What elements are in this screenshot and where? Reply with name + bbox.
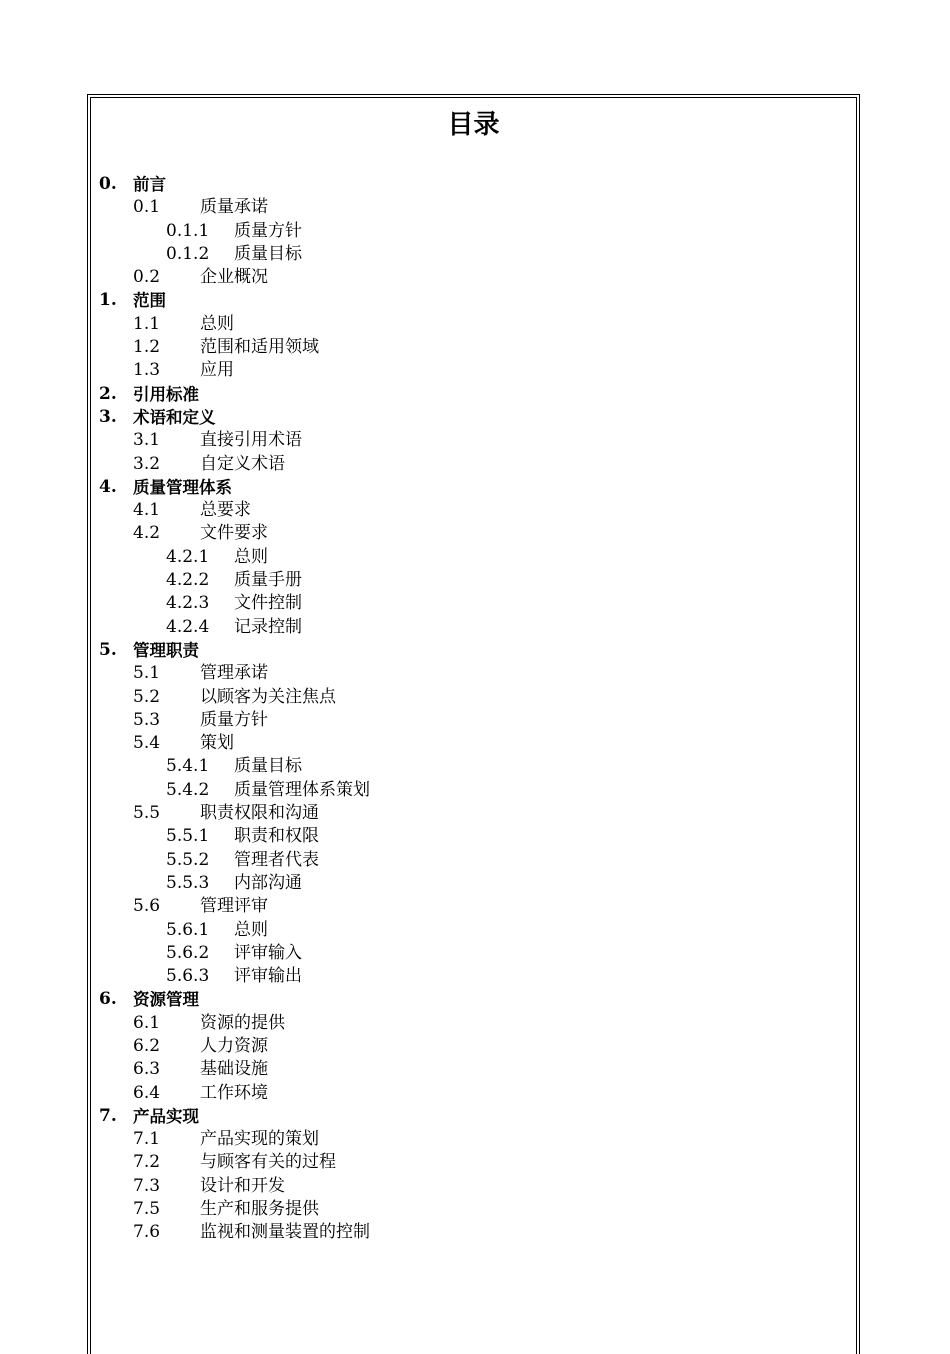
toc-entry[interactable] [91,919,856,942]
toc-entry-title: 职责权限和沟通 [200,803,319,824]
toc-entry-title: 职责和权限 [234,826,319,847]
toc-entry-title: 监视和测量装置的控制 [200,1222,370,1243]
toc-entry-title: 产品实现的策划 [200,1129,319,1150]
toc-entry-title: 管理者代表 [234,849,319,870]
toc-entry-title: 质量管理体系策划 [234,779,370,800]
toc-entry-number: 5.4.1 [166,756,210,777]
toc-entry-title: 总则 [234,546,268,567]
toc-entry[interactable] [91,453,856,476]
toc-entry[interactable] [91,1221,856,1244]
toc-entry-title: 范围和适用领域 [200,337,319,358]
toc-entry[interactable] [91,429,856,452]
toc-entry[interactable] [91,313,856,336]
toc-entry-title: 自定义术语 [200,453,285,474]
toc-entry-title: 资源的提供 [200,1012,285,1033]
toc-entry-number: 0.1.1 [166,220,210,241]
toc-entry[interactable] [91,289,856,312]
toc-entry[interactable] [91,196,856,219]
toc-entry[interactable] [91,1035,856,1058]
toc-entry-title: 企业概况 [200,267,268,288]
toc-entry[interactable] [91,965,856,988]
toc-entry[interactable] [91,1128,856,1151]
toc-entry[interactable] [91,988,856,1011]
toc-entry-title: 管理评审 [200,896,268,917]
toc-entry[interactable] [91,639,856,662]
toc-entry[interactable] [91,383,856,406]
toc-entry-title: 范围 [133,291,166,311]
toc-entry-title: 质量方针 [234,220,302,241]
toc-entry-number: 6.2 [133,1035,161,1056]
toc-entry-number: 7.3 [133,1175,161,1196]
toc-entry-title: 应用 [200,360,234,381]
toc-entry-number: 5.5.2 [166,849,210,870]
toc-entry-title: 总则 [234,919,268,940]
toc-entry-number: 4.2.3 [166,593,210,614]
toc-entry-title: 质量目标 [234,243,302,264]
toc-entry[interactable] [91,569,856,592]
document-frame [87,94,860,1354]
toc-entry[interactable] [91,849,856,872]
toc-entry-number: 7.2 [133,1152,161,1173]
toc-entry-number: 1.1 [133,313,161,334]
toc-entry[interactable] [91,779,856,802]
toc-entry-number: 0.1 [133,197,161,218]
toc-entry-title: 管理职责 [133,640,199,660]
toc-entry-number: 3.2 [133,453,161,474]
toc-entry-number: 6.1 [133,1012,161,1033]
toc-entry-title: 评审输出 [234,966,302,987]
toc-entry[interactable] [91,406,856,429]
toc-entry[interactable] [91,1012,856,1035]
toc-entry-number: 3.1 [133,430,161,451]
toc-entry-title: 直接引用术语 [200,430,302,451]
toc-entry-number: 4.1 [133,500,161,521]
toc-entry[interactable] [91,1198,856,1221]
toc-entry-title: 术语和定义 [133,407,216,427]
toc-entry-number: 4.2.1 [166,546,210,567]
toc-entry-title: 以顾客为关注焦点 [200,686,336,707]
toc-entry[interactable] [91,546,856,569]
toc-entry-title: 前言 [133,175,166,194]
toc-entry[interactable] [91,1105,856,1128]
toc-entry[interactable] [91,173,856,196]
toc-entry-number: 4.2 [133,523,161,544]
page-title: 目录 [447,110,500,140]
toc-entry-number: 4.2.4 [166,616,210,637]
toc-entry[interactable] [91,895,856,918]
toc-entry-title: 总要求 [200,500,251,521]
toc-entry-title: 总则 [200,313,234,334]
toc-entry-title: 质量手册 [234,570,302,591]
toc-entry-number: 6.4 [133,1082,161,1103]
toc-entry-number: 6. [99,989,117,1010]
toc-entry-number: 4. [99,476,117,497]
toc-entry-number: 5.1 [133,663,161,684]
toc-entry-number: 5. [99,639,117,660]
toc-entry-title: 质量方针 [200,709,268,730]
toc-entry-number: 7.6 [133,1222,161,1243]
toc-entry-number: 1. [99,290,117,311]
toc-entry-title: 生产和服务提供 [200,1199,319,1220]
toc-entry-title: 人力资源 [200,1035,268,1056]
toc-entry-number: 5.5.1 [166,826,210,847]
toc-entry-number: 5.6.1 [166,919,210,940]
toc-entry-number: 5.4 [133,733,161,754]
toc-entry-number: 5.5.3 [166,872,210,893]
toc-entry-number: 2. [99,383,117,404]
toc-entry[interactable] [91,802,856,825]
toc-entry[interactable] [91,359,856,382]
toc-entry-title: 质量管理体系 [133,477,232,497]
toc-entry[interactable] [91,336,856,359]
toc-entry-title: 设计和开发 [200,1175,285,1196]
toc-entry-number: 7. [99,1105,117,1126]
toc-entry[interactable] [91,662,856,685]
toc-entry-title: 评审输入 [234,942,302,963]
toc-entry-number: 5.5 [133,803,161,824]
toc-entry[interactable] [91,592,856,615]
toc-entry[interactable] [91,709,856,732]
toc-entry[interactable] [91,872,856,895]
toc-entry[interactable] [91,942,856,965]
toc-entry-title: 与顾客有关的过程 [200,1152,336,1173]
toc-entry-title: 文件控制 [234,593,302,614]
toc-entry-number: 5.4.2 [166,779,210,800]
toc-entry-number: 4.2.2 [166,570,210,591]
toc-entry[interactable] [91,220,856,243]
toc-entry-number: 0.1.2 [166,243,210,264]
toc-entry-number: 7.5 [133,1199,161,1220]
toc-entry-title: 管理承诺 [200,663,268,684]
toc-entry[interactable] [91,1151,856,1174]
toc-entry-number: 7.1 [133,1129,161,1150]
toc-entry[interactable] [91,732,856,755]
toc-entry-number: 5.6.3 [166,966,210,987]
toc-entry[interactable] [91,266,856,289]
toc-entry-number: 5.6.2 [166,942,210,963]
toc-entry[interactable] [91,522,856,545]
toc-entry-title: 内部沟通 [234,872,302,893]
toc-entry[interactable] [91,825,856,848]
toc-entry-number: 5.2 [133,686,161,707]
toc-entry-title: 资源管理 [133,990,199,1010]
toc-entry-title: 产品实现 [133,1106,199,1126]
toc-entry-title: 质量目标 [234,756,302,777]
toc-entry-title: 策划 [200,733,234,754]
toc-entry-title: 引用标准 [133,384,199,404]
toc-entry-title: 质量承诺 [200,197,268,218]
toc-entry-number: 0.2 [133,267,161,288]
toc-entry[interactable] [91,1058,856,1081]
toc-entry-number: 3. [99,406,117,427]
toc-entry[interactable] [91,616,856,639]
toc-entry-number: 1.3 [133,360,161,381]
toc-entry-number: 0. [99,174,117,194]
toc-entry[interactable] [91,1175,856,1198]
toc-entry[interactable] [91,755,856,778]
table-of-contents [91,173,856,1245]
toc-entry-number: 1.2 [133,337,161,358]
toc-entry-title: 文件要求 [200,523,268,544]
toc-entry-title: 基础设施 [200,1059,268,1080]
toc-entry[interactable] [91,476,856,499]
toc-entry-number: 5.3 [133,709,161,730]
toc-entry-title: 记录控制 [234,616,302,637]
toc-entry[interactable] [91,243,856,266]
toc-entry[interactable] [91,686,856,709]
toc-entry[interactable] [91,1082,856,1105]
toc-entry-number: 6.3 [133,1059,161,1080]
toc-entry[interactable] [91,499,856,522]
toc-entry-number: 5.6 [133,896,161,917]
toc-entry-title: 工作环境 [200,1082,268,1103]
